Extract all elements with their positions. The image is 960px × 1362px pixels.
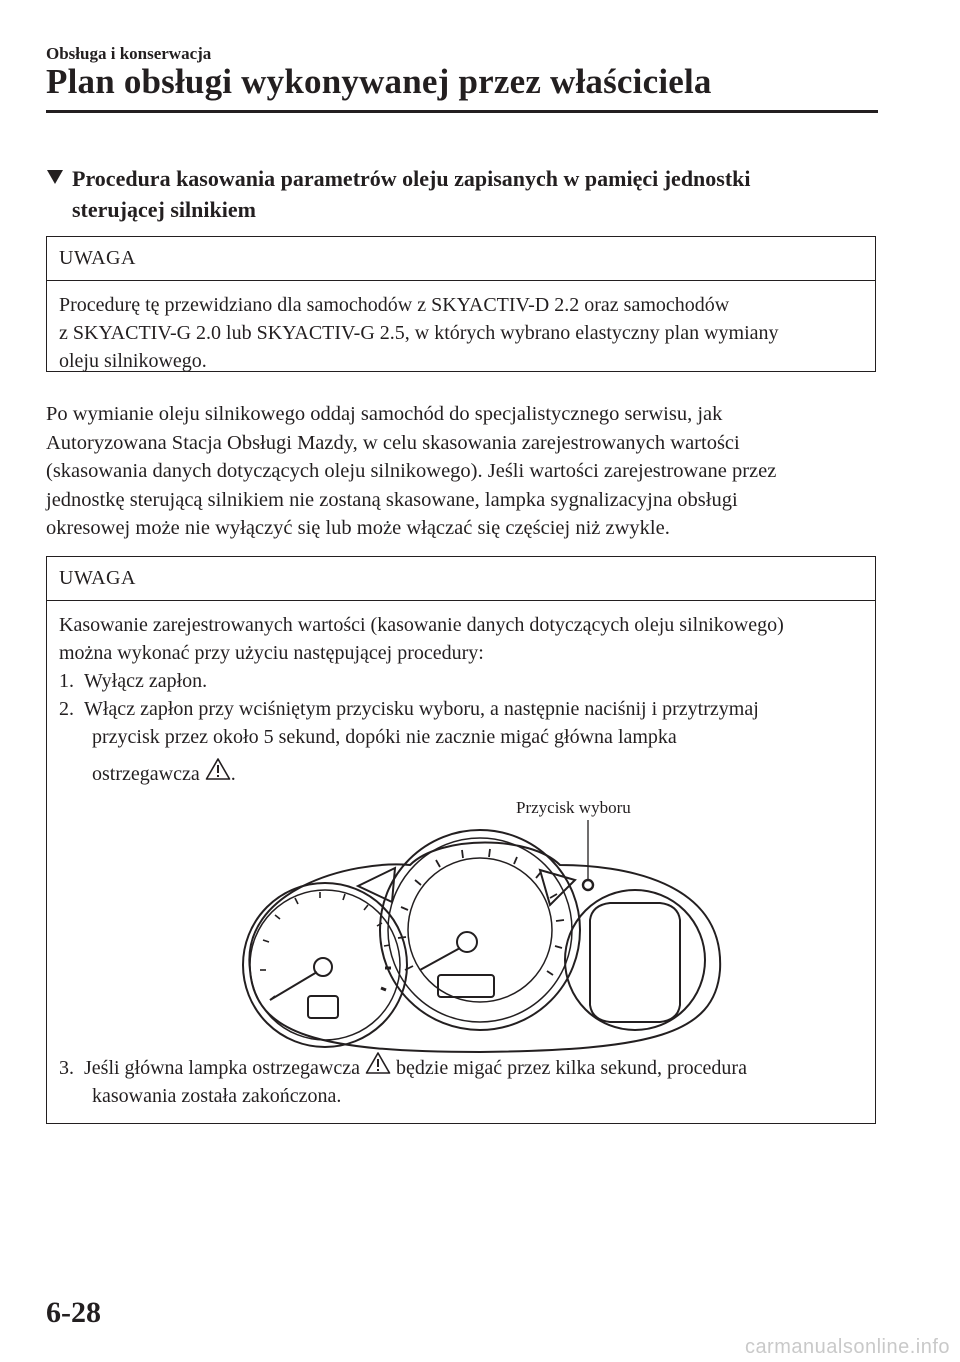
note-body xyxy=(47,601,875,794)
body-paragraph xyxy=(46,400,886,543)
note-line: można wykonać przy użyciu następującej procedury: xyxy=(59,642,484,664)
subheading xyxy=(46,162,846,225)
speedometer-dial xyxy=(408,858,552,1002)
page-title: Plan obsługi wykonywanej przez właściciela xyxy=(46,62,712,101)
section-label: Obsługa i konserwacja xyxy=(46,44,212,63)
paragraph-line: Autoryzowana Stacja Obsługi Mazdy, w celu skasowania zarejestrowanych wartości xyxy=(46,431,740,454)
step-text: będzie migać przez kilka sekund, procedura xyxy=(396,1057,747,1079)
info-display-screen xyxy=(590,903,680,1022)
step-text: ostrzegawcza xyxy=(92,763,200,785)
page-number: 6-28 xyxy=(46,1296,101,1329)
step-number: 3. xyxy=(59,1057,74,1079)
note-label: UWAGA xyxy=(47,237,875,281)
master-warning-icon xyxy=(205,757,231,779)
paragraph-line: okresowej może nie wyłączyć się lub może włączać się częściej niż zwykle. xyxy=(46,517,670,539)
speedometer-ring xyxy=(388,838,572,1022)
title-rule xyxy=(46,110,878,113)
step-number: 1. xyxy=(59,670,74,692)
step-text: Wyłącz zapłon. xyxy=(84,670,208,692)
tachometer-display xyxy=(308,996,338,1018)
step-text-end: . xyxy=(230,763,236,785)
note-line: z SKYACTIV-G 2.0 lub SKYACTIV-G 2.5, w których wybrano elastyczny plan wymiany xyxy=(59,322,779,344)
note-line: Procedurę tę przewidziano dla samochodów z SKYACTIV-D 2.2 oraz samochodów xyxy=(59,294,730,316)
step-text: Jeśli główna lampka ostrzegawcza xyxy=(84,1057,361,1079)
note-body xyxy=(47,281,875,381)
step-3-continuation: kasowania została zakończona. xyxy=(92,1085,342,1107)
note-line: oleju silnikowego. xyxy=(59,350,207,372)
cluster-housing xyxy=(249,843,720,1053)
step-2 xyxy=(59,695,863,723)
step-text: Włącz zapłon przy wciśniętym przycisku wyboru, a następnie naciśnij i przytrzymaj xyxy=(84,698,759,720)
callout-label: Przycisk wyboru xyxy=(516,798,631,817)
select-button xyxy=(583,880,593,890)
subheading-line1: Procedura kasowania parametrów oleju zapisanych w pamięci jednostki xyxy=(72,166,751,191)
step-number: 2. xyxy=(59,698,74,720)
note-line: Kasowanie zarejestrowanych wartości (kasowanie danych dotyczących oleju silnikowego) xyxy=(59,614,784,636)
subheading-line2: sterującej silnikiem xyxy=(72,197,256,222)
note-box-1 xyxy=(46,236,876,372)
triangle-bullet-icon xyxy=(46,162,64,193)
instrument-cluster-illustration xyxy=(230,820,730,1055)
tachometer-ticks xyxy=(260,892,391,1000)
step-2-continuation xyxy=(59,757,863,788)
watermark: carmanualsonline.info xyxy=(744,1336,950,1358)
paragraph-line: (skasowania danych dotyczących oleju silnikowego). Jeśli wartości zarejestrowane przez xyxy=(46,460,777,482)
paragraph-line: jednostkę sterującą silnikiem nie zostaną skasowane, lampka sygnalizacyjna obsługi xyxy=(46,488,738,511)
step-2-continuation: przycisk przez około 5 sekund, dopóki nie zacznie migać główna lampka xyxy=(92,726,677,748)
note-label: UWAGA xyxy=(47,557,875,601)
speedometer-needle xyxy=(420,948,460,970)
step-3 xyxy=(59,1051,747,1110)
speedometer-ticks xyxy=(398,849,564,975)
left-indicator-triangle xyxy=(358,868,395,902)
speedometer-bezel xyxy=(380,830,580,1030)
paragraph-line: Po wymianie oleju silnikowego oddaj samochód do specjalistycznego serwisu, jak xyxy=(46,403,723,425)
info-display-bezel xyxy=(565,890,705,1030)
step-1 xyxy=(59,667,863,695)
